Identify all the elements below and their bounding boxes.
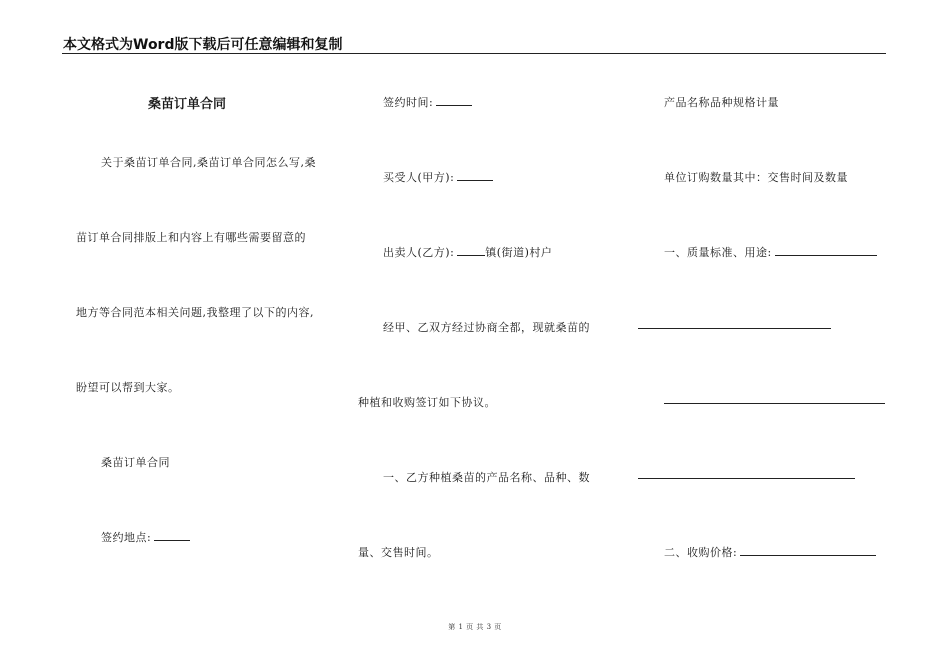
intro-line-3: 地方等合同范本相关问题,我整理了以下的内容, (76, 306, 314, 319)
seller-label-suffix: 镇(街道)村户 (485, 246, 553, 259)
quality-label: 一、质量标准、用途: (664, 246, 772, 259)
intro-line-2: 苗订单合同排版上和内容上有哪些需要留意的 (76, 231, 306, 244)
contract-subtitle: 桑苗订单合同 (101, 456, 170, 469)
buyer-label: 买受人(甲方): (383, 171, 455, 184)
sign-time-label: 签约时间: (383, 96, 434, 109)
agreement-para-line-2: 种植和收购签订如下协议。 (358, 396, 496, 409)
agreement-para-line-1: 经甲、乙双方经过协商全都，现就桑苗的 (383, 321, 590, 334)
sign-place-blank (154, 530, 190, 541)
seller-blank (457, 245, 485, 256)
fill-line-3 (638, 478, 855, 479)
price-blank (740, 545, 876, 556)
sign-place-field (101, 529, 190, 545)
fill-line-1 (638, 328, 831, 329)
document-header: 本文格式为Word版下载后可任意编辑和复制 (63, 37, 343, 53)
sign-time-blank (436, 95, 472, 106)
header-divider (62, 53, 886, 54)
quality-field (664, 244, 877, 260)
product-table-header-2: 单位订购数量其中：交售时间及数量 (664, 171, 848, 184)
document-title: 桑苗订单合同 (148, 97, 227, 112)
clause-1-line-2: 量、交售时间。 (358, 546, 439, 559)
quality-blank (775, 245, 877, 256)
buyer-blank (457, 170, 493, 181)
sign-time-field (383, 94, 472, 110)
sign-place-label: 签约地点: (101, 531, 152, 544)
price-label: 二、收购价格: (664, 546, 738, 559)
fill-line-2 (664, 403, 885, 404)
price-field (664, 544, 876, 560)
seller-field (383, 244, 552, 260)
buyer-field (383, 169, 493, 185)
page-footer: 第 1 页 共 3 页 (448, 623, 502, 631)
product-table-header-1: 产品名称品种规格计量 (664, 96, 779, 109)
intro-line-1: 关于桑苗订单合同,桑苗订单合同怎么写,桑 (101, 156, 316, 169)
seller-label: 出卖人(乙方): (383, 246, 455, 259)
intro-line-4: 盼望可以帮到大家。 (76, 381, 180, 394)
clause-1-line-1: 一、乙方种植桑苗的产品名称、品种、数 (383, 471, 590, 484)
